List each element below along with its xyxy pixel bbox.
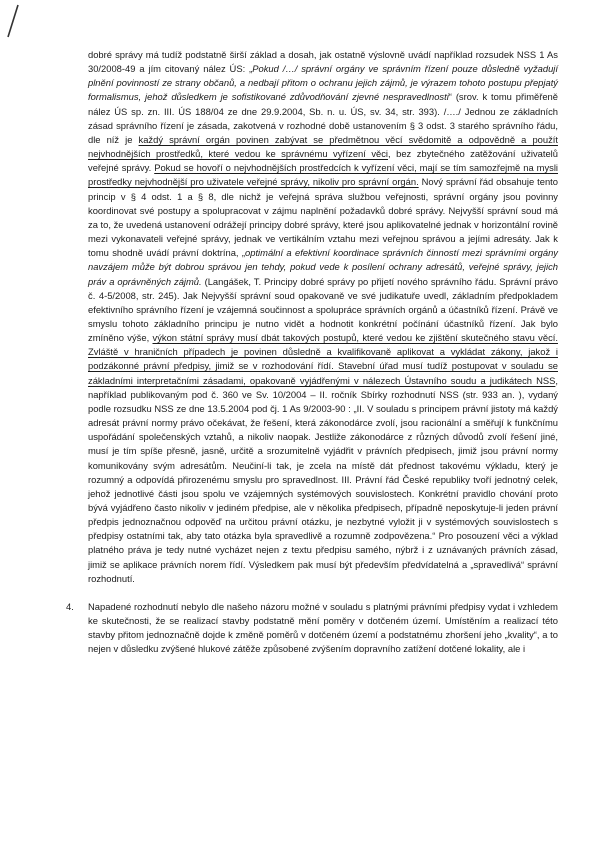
italic-quote-run: Pokud /…/ správní orgány ve správním řízení pouze důsledně vyžadují plnění povinností ze strany občanů, a nedbají přitom o ochranu jejich zájmů, je výrazem tohoto postupu přepjatý formalismus, jehož důsledkem je sofistikované zdůvodňování zjevné nespravedlnosti	[88, 63, 558, 103]
document-page	[66, 48, 559, 657]
paragraph-continued-quote	[88, 48, 558, 586]
italic-quote-run: optimální a efektivní koordinace správních činností mezi správními orgány navzájem může být dobrou správou jen tehdy, pokud vede k posílení ochrany adresátů, veřejné správy, jejich práv a oprávněných zájmů.	[88, 247, 558, 287]
scan-corner-mark	[6, 4, 20, 38]
text-run: , bez zbytečného zatěžování uživatelů veřejné správy.	[88, 148, 558, 174]
underlined-text-run: Pokud se hovoří o nejvhodnějších prostředcích k vyřízení věci, mají se tím samozřejmě na mysli prostředky nejvhodnější pro uživatele veřejné správy, nikoliv pro správní orgán.	[88, 162, 558, 188]
underlined-text-run: výkon státní správy musí dbát takových postupů, které vedou ke zjištění skutečného stavu věcí. Zvláště v hraničních případech je povinen důsledně a kvalifikovaně aplikovat a vykládat zákony, jakož i podzákonné právní předpisy, jimiž se v rozhodování řídí. Stavební úřad musí tudíž postupovat v souladu se základními interpretačními zásadami, opakovaně vyjádřenými v nálezech Ústavního soudu a judikátech NSS	[88, 332, 558, 386]
text-run: , například publikovaným pod č. 360 ve Sv. 10/2004 – II. ročník Sbírky rozhodnutí NSS (str. 933 an. ), vydaný podle rozsudku NSS ze dne 13.5.2004 pod čj. 1 As 9/2003-90 : „II. V souladu s principem právní jistoty má každý adresát právní normy právo očekávat, že řešení, která zákonodárce zvolí, jsou racionální a směřují k funkčnímu uspořádání společenských vztahů, a nikoliv naopak. Jestliže zákonodárce z různých důvodů zvolí řešení jiné, musí je tím spíše přesně, jasně, určitě a srozumitelně vyjádřit v právních předpisech, jimiž jsou právní normy komunikovány svým adresátům. Neučiní-li tak, je zcela na místě dát přednost takovému výkladu, který je rozumný a odpovídá přirozenému smyslu pro spravedlnost. III. Právní řád České republiky tvoří jednotný celek, jehož jednotlivé části jsou spolu ve vzájemných systémových souvislostech. Konkrétní pravidlo chování proto bývá vyjádřeno často nikoliv v jediném předpise, ale v několika předpisech, případně neposkytuje-li jeden právní předpis jednoznačnou odpověď na určitou právní otázku, je nezbytné vyložit ji v systémových souvislostech s předpisy ostatními tak, aby tato otázka byla spravedlivě a rozumně zodpovězena.“ Pro posouzení věci a výklad platného práva je tedy nutné vycházet nejen z textu předpisu samého, nýbrž i z uznávaných právních zásad, jimiž se aplikace právních norem řídí. Výsledkem pak musí být především předvídatelná a „spravedlivá“ správní rozhodnutí.	[88, 374, 558, 584]
item-4-text: Napadené rozhodnutí nebylo dle našeho názoru možné v souladu s platnými právními předpisy vydat i vzhledem ke skutečnosti, že se realizací stavby podstatně mění poměry v dotčeném území. Umístěním a realizací této stavby přitom jednoznačně dojde k změně poměrů v dotčeném území a podstatnému zhoršení jeho „kvality“, a to nejen v důsledku zvýšené hlukové zátěže způsobené zvýšením dopravního zatížení dotčené lokality, ale i	[88, 600, 558, 655]
text-run: dobré správy má tudíž podstatně širší základ a dosah, jak ostatně výslovně uvádí například rozsudek NSS 1 As 30/2008-49 a jím citovaný nález ÚS: „	[88, 49, 558, 75]
numbered-item-4	[66, 600, 558, 657]
text-run: “ (srov. k tomu přiměřeně nález ÚS sp. zn. III. ÚS 188/04 ze dne 29.9.2004, Sb. n. u. ÚS, sv. 34, str. 393). /…./ Jednou ze základních zásad správního řízení je zásada, zakotvená v rozhodné době ustanovením § 3 odst. 3 starého správního řádu, dle níž je	[88, 91, 558, 145]
item-number: 4.	[66, 600, 74, 612]
underlined-text-run: každý správní orgán povinen zabývat se předmětnou věcí svědomitě a odpovědně a použít nejvhodnějších prostředků, které vedou ke správnému vyřízení věci	[88, 133, 558, 160]
text-run: Nový správní řád obsahuje tento princip v § 4 odst. 1 a § 8, dle nichž je veřejná správa službou veřejnosti, správní orgány jsou povinny koordinovat své postupy a spolupracovat v zájmu naplnění požadavků dobré správy. Nejvyšší správní soud má za to, že uvedená ustanovení odrážejí principy dobré správy, které jsou aplikovatelné jednak v horizontální rovině mezi vykonavateli veřejné správy, jednak ve vertikálním vztahu mezi veřejnou správou a jejími adresáty. Jak k tomu shodně uvádí právní doktrína, „	[88, 176, 558, 259]
text-run: (Langášek, T. Principy dobré správy po přijetí nového správního řádu. Správní právo č. 4-5/2008, str. 245). Jak Nejvyšší správní soud opakovaně ve své judikatuře uvedl, základním předpokladem efektivního správního řízení je vzájemná součinnost a spolupráce správních orgánů a účastníků řízení. Právě ve smyslu tohoto základního principu je nutno vidět a hodnotit konkrétní počínání účastníků řízení. Jak bylo zmíněno výše,	[88, 275, 559, 344]
